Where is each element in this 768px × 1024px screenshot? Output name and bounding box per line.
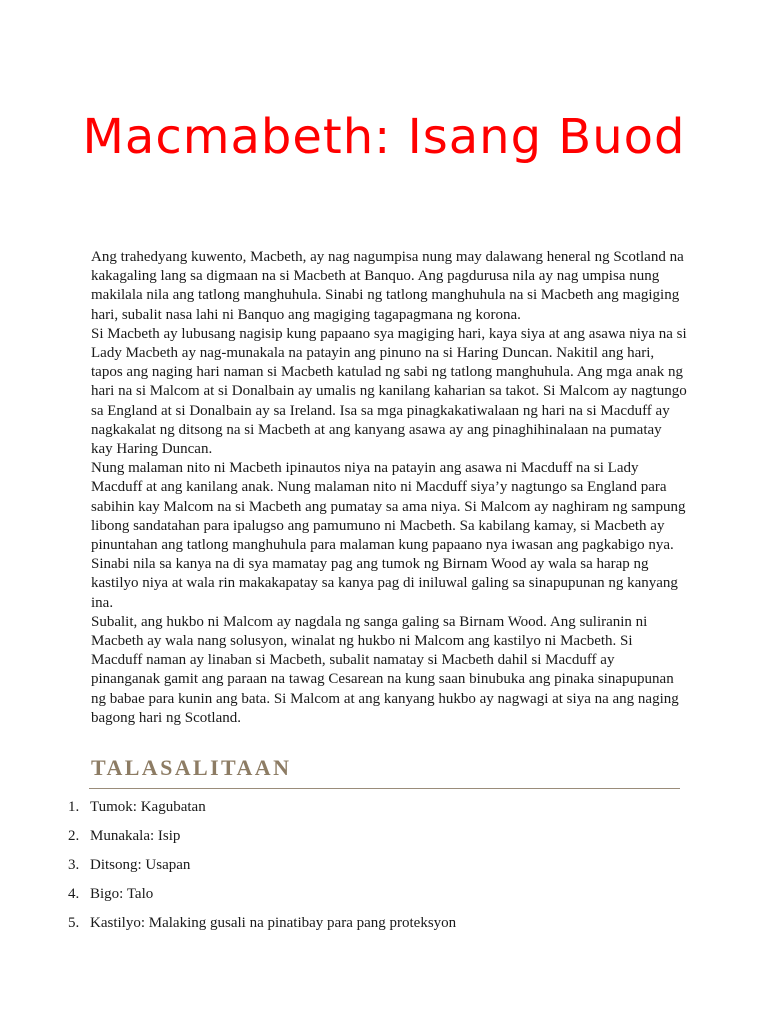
list-item <box>60 825 456 854</box>
list-number: 5. <box>68 915 80 931</box>
story-body <box>91 248 687 728</box>
list-number: 2. <box>68 828 80 844</box>
heading-divider <box>89 788 680 789</box>
paragraph: Nung malaman nito ni Macbeth ipinautos niya na patayin ang asawa ni Macduff na si Lady Macduff at ang kanilang anak. Nung malaman nito ni Macduff siya’y nagtungo sa England para sabihin kay Malcom na si Macbeth ang pumatay sa ama niya. Si Malcom ay naghiram ng sampung libong sandatahan para ipalugso ang pamumuno ni Macbeth. Sa kabilang kamay, si Macbeth ay pinuntahan ang tatlong manghuhula para malaman kung papaano nya iwasan ang pagkabigo nya. Sinabi nila sa kanya na di sya mamatay pag ang tumok ng Birnam Wood ay wala sa harap ng kastilyo niya at wala rin makakapatay sa kanya pag di iniluwal galing sa sinapupunan ng kanyang ina. <box>91 460 686 611</box>
list-text: Ditsong: Usapan <box>90 857 191 873</box>
vocabulary-heading: TALASALITAAN <box>91 755 292 780</box>
list-number: 3. <box>68 857 80 873</box>
list-text: Tumok: Kagubatan <box>90 799 206 815</box>
list-text: Munakala: Isip <box>90 828 181 844</box>
paragraph: Ang trahedyang kuwento, Macbeth, ay nag nagumpisa nung may dalawang heneral ng Scotland na kakagaling lang sa digmaan na si Macbeth at Banquo. Ang pagdurusa nila ay nag umpisa nung makilala nila ang tatlong manghuhula. Sinabi ng tatlong manghuhula na si Macbeth ang magiging hari, subalit nasa lahi ni Banquo ang magiging tagapagmana ng korona. <box>91 249 684 323</box>
paragraph: Si Macbeth ay lubusang nagisip kung papaano sya magiging hari, kaya siya at ang asawa niya na si Lady Macbeth ay nag-munakala na patayin ang pinuno na si Haring Duncan. Nakitil ang hari, tapos ang naging hari naman si Macbeth katulad ng sabi ng tatlong manghuhula. Ang mga anak ng hari na si Malcom at si Donalbain ay umalis ng kanilang kaharian sa takot. Si Malcom ay nagtungo sa England at si Donalbain ay sa Ireland. Isa sa mga pinagkakatiwalaan ng hari na si Macduff ay nagkakalat ng ditsong na si Macbeth at ang kanyang asawa ay ang pinaghihinalaan na pumatay kay Haring Duncan. <box>91 325 687 458</box>
list-item <box>60 796 456 825</box>
list-item <box>60 854 456 883</box>
paragraph: Subalit, ang hukbo ni Malcom ay nagdala ng sanga galing sa Birnam Wood. Ang suliranin ni Macbeth ay wala nang solusyon, winalat ng hukbo ni Malcom ang kastilyo ni Macbeth. Si Macduff naman ay linaban si Macbeth, subalit namatay si Macbeth dahil si Macduff ay pinanganak gamit ang paraan na tawag Cesarean na kung saan binubuka ang pinaka sinapupunan ng babae para kunin ang bata. Si Malcom at ang kanyang hukbo ay nagwagi at siya na ang naging bagong hari ng Scotland. <box>91 613 679 726</box>
list-number: 1. <box>68 799 80 815</box>
list-text: Bigo: Talo <box>90 886 154 902</box>
list-item <box>60 912 456 941</box>
page-title: Macmabeth: Isang Buod <box>82 109 686 165</box>
list-text: Kastilyo: Malaking gusali na pinatibay para pang proteksyon <box>90 915 457 931</box>
list-number: 4. <box>68 886 80 902</box>
vocabulary-list <box>60 796 456 941</box>
list-item <box>60 883 456 912</box>
